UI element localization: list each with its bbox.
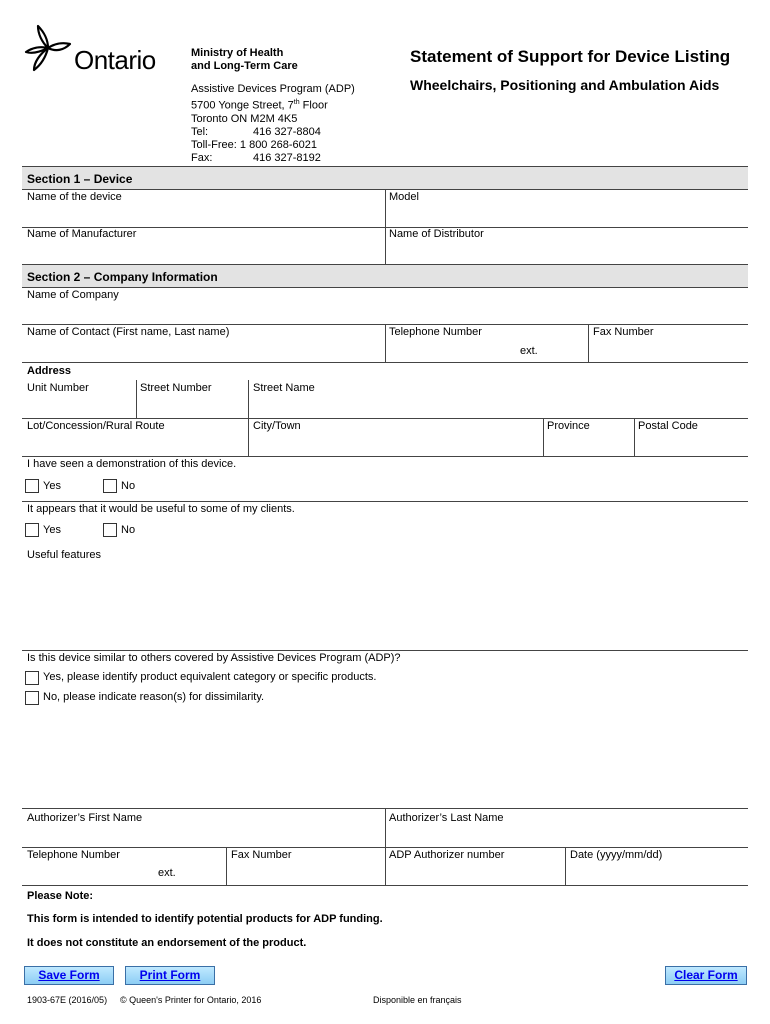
authorizer-first-name-field[interactable]: Authorizer’s First Name <box>27 812 143 824</box>
divider <box>22 650 748 651</box>
french-available-link: Disponible en français <box>373 995 462 1005</box>
street-address: 5700 Yonge Street, 7th Floor <box>191 99 328 112</box>
note-heading: Please Note: <box>27 890 94 902</box>
note-line-1: This form is intended to identify potential products for ADP funding. <box>27 913 383 925</box>
ontario-wordmark: Ontario <box>74 45 156 75</box>
telephone-field[interactable]: Telephone Number <box>389 326 482 338</box>
street-name-field[interactable]: Street Name <box>253 382 315 394</box>
save-form-button[interactable]: Save Form <box>24 966 114 985</box>
useful-yes-checkbox[interactable] <box>25 523 39 537</box>
divider <box>565 847 566 885</box>
similar-no-checkbox[interactable] <box>25 691 39 705</box>
unit-number-field[interactable]: Unit Number <box>27 382 89 394</box>
divider <box>136 380 137 418</box>
device-name-field[interactable]: Name of the device <box>27 191 122 203</box>
form-number: 1903-67E (2016/05) <box>27 995 108 1005</box>
demo-no-checkbox[interactable] <box>103 479 117 493</box>
company-name-field[interactable]: Name of Company <box>27 289 119 301</box>
authorizer-last-name-field[interactable]: Authorizer’s Last Name <box>389 812 504 824</box>
divider <box>588 324 589 362</box>
similar-no-label: No, please indicate reason(s) for dissimilarity. <box>43 691 265 703</box>
tel-line: Tel: 416 327-8804 <box>191 125 321 138</box>
city-town-field[interactable]: City/Town <box>253 420 301 432</box>
demo-question: I have seen a demonstration of this device. <box>27 458 237 470</box>
divider <box>385 324 386 362</box>
similar-question: Is this device similar to others covered by Assistive Devices Program (ADP)? <box>27 652 401 664</box>
city-postal: Toronto ON M2M 4K5 <box>191 112 298 125</box>
divider <box>543 418 544 456</box>
ministry-name: Ministry of Health and Long-Term Care <box>191 47 298 72</box>
distributor-field[interactable]: Name of Distributor <box>389 228 484 240</box>
authorizer-ext-field[interactable]: ext. <box>158 867 176 879</box>
similar-yes-label: Yes, please identify product equivalent category or specific products. <box>43 671 377 683</box>
lot-concession-field[interactable]: Lot/Concession/Rural Route <box>27 420 165 432</box>
clear-form-button[interactable]: Clear Form <box>665 966 747 985</box>
demo-no-label: No <box>121 480 136 492</box>
date-field[interactable]: Date (yyyy/mm/dd) <box>570 849 663 861</box>
useful-question: It appears that it would be useful to some of my clients. <box>27 503 295 515</box>
adp-authorizer-number-field[interactable]: ADP Authorizer number <box>389 849 505 861</box>
useful-no-checkbox[interactable] <box>103 523 117 537</box>
form-subtitle: Wheelchairs, Positioning and Ambulation Aids <box>410 77 720 93</box>
divider <box>22 362 748 363</box>
telephone-ext-field[interactable]: ext. <box>520 345 538 357</box>
useful-yes-label: Yes <box>43 524 61 536</box>
divider <box>634 418 635 456</box>
divider <box>22 885 748 886</box>
authorizer-telephone-field[interactable]: Telephone Number <box>27 849 120 861</box>
divider <box>22 456 748 457</box>
program-name: Assistive Devices Program (ADP) <box>191 83 355 95</box>
useful-no-label: No <box>121 524 136 536</box>
contact-name-field[interactable]: Name of Contact (First name, Last name) <box>27 326 230 338</box>
form-title: Statement of Support for Device Listing <box>410 47 731 66</box>
authorizer-fax-field[interactable]: Fax Number <box>231 849 292 861</box>
address-heading: Address <box>27 365 72 377</box>
model-field[interactable]: Model <box>389 191 419 203</box>
section-1-heading: Section 1 – Device <box>22 166 748 190</box>
demo-yes-checkbox[interactable] <box>25 479 39 493</box>
divider <box>22 418 748 419</box>
fax-field[interactable]: Fax Number <box>593 326 654 338</box>
demo-yes-label: Yes <box>43 480 61 492</box>
street-number-field[interactable]: Street Number <box>140 382 212 394</box>
similar-yes-checkbox[interactable] <box>25 671 39 685</box>
tollfree-line: Toll-Free: 1 800 268-6021 <box>191 138 317 151</box>
fax-line: Fax: 416 327-8192 <box>191 151 321 164</box>
program-address <box>191 83 355 165</box>
province-field[interactable]: Province <box>547 420 590 432</box>
divider <box>22 847 748 848</box>
divider <box>226 847 227 885</box>
print-form-button[interactable]: Print Form <box>125 966 215 985</box>
trillium-logo-icon <box>24 24 72 72</box>
divider <box>22 501 748 502</box>
postal-code-field[interactable]: Postal Code <box>638 420 698 432</box>
copyright: © Queen's Printer for Ontario, 2016 <box>120 995 262 1005</box>
useful-features-field[interactable]: Useful features <box>27 549 101 561</box>
section-2-heading: Section 2 – Company Information <box>22 264 748 288</box>
note-line-2: It does not constitute an endorsement of the product. <box>27 937 307 949</box>
manufacturer-field[interactable]: Name of Manufacturer <box>27 228 137 240</box>
